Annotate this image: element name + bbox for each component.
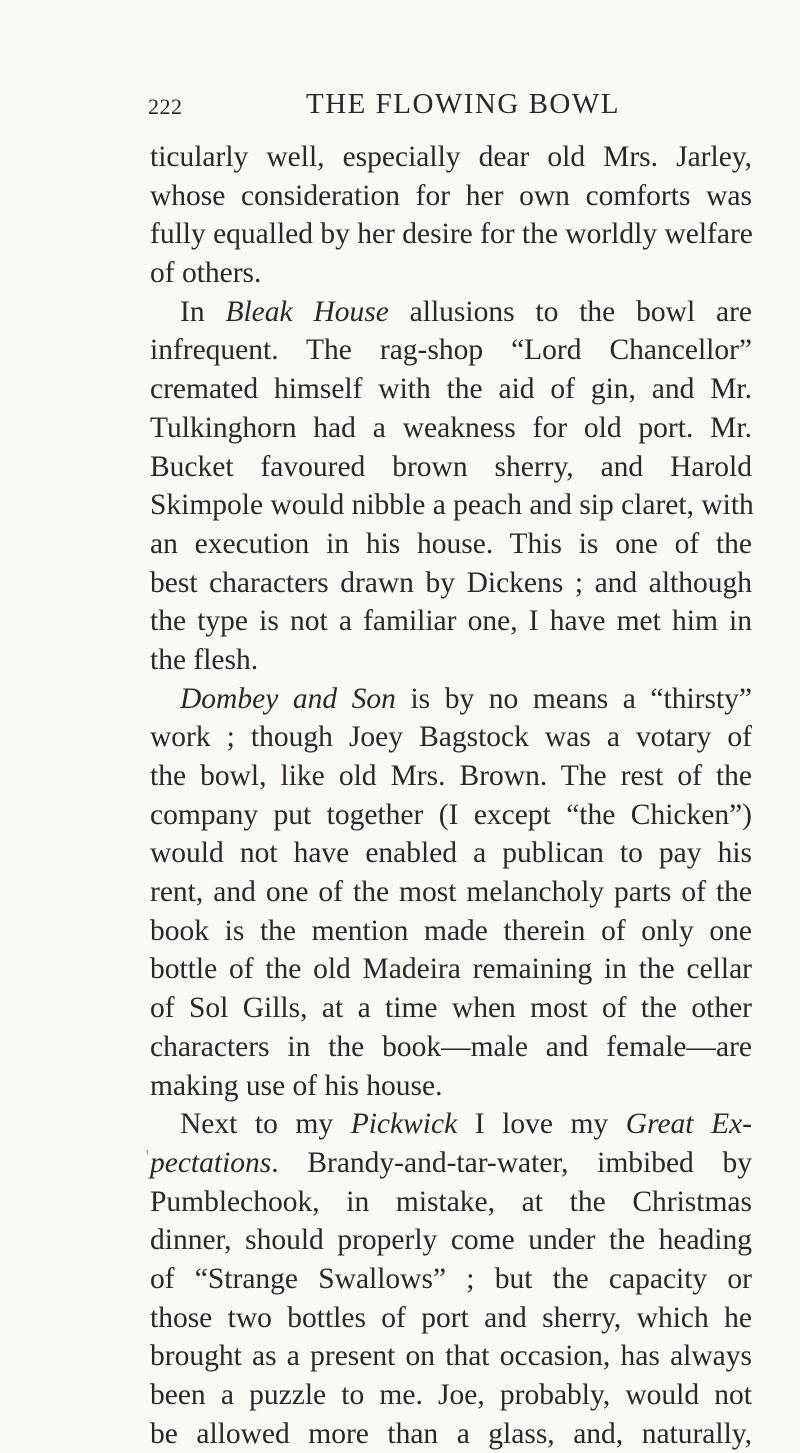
text-line: cremated himself with the aid of gin, and Mr. xyxy=(150,373,752,406)
text-line: infrequent. The rag-shop “Lord Chancellor” xyxy=(150,334,752,367)
text-line: dinner, should properly come under the heading xyxy=(150,1224,752,1257)
text-line: company put together (I except “the Chicken”) xyxy=(150,798,752,831)
body-text xyxy=(150,138,752,1453)
text-line: bottle of the old Madeira remaining in the cellar xyxy=(150,953,752,986)
text-line: characters in the book—male and female—are xyxy=(150,1030,752,1063)
text-line: of others. xyxy=(150,257,262,290)
text-line: Skimpole would nibble a peach and sip claret, with xyxy=(150,489,754,522)
text-line: an execution in his house. This is one of the xyxy=(150,527,752,560)
text-line: In Bleak House allusions to the bowl are xyxy=(180,295,753,328)
text-line: work ; though Joey Bagstock was a votary of xyxy=(150,721,752,754)
text-line: ticularly well, especially dear old Mrs. Jarley, xyxy=(150,141,752,173)
text-line: of Sol Gills, at a time when most of the other xyxy=(150,992,752,1025)
book-title-great-expectations: Great Ex- xyxy=(625,1108,752,1141)
text-line: brought as a present on that occasion, has always xyxy=(150,1340,752,1373)
text-line: Pumblechook, in mistake, at the Christmas xyxy=(150,1185,752,1218)
text-line: the type is not a familiar one, I have met him in xyxy=(150,605,752,638)
text-line: Bucket favoured brown sherry, and Harold xyxy=(150,450,752,483)
page-header xyxy=(148,88,748,128)
text-line: fully equalled by her desire for the worldly welfare xyxy=(150,218,753,251)
running-title: THE FLOWING BOWL xyxy=(306,88,620,120)
book-title-bleak-house: Bleak House xyxy=(225,295,389,328)
book-title-pickwick: Pickwick xyxy=(350,1108,458,1141)
text-line: been a puzzle to me. Joe, probably, would not xyxy=(150,1379,752,1411)
book-title-dombey-and-son: Dombey and Son xyxy=(180,682,396,715)
text-line: those two bottles of port and sherry, which he xyxy=(150,1301,752,1334)
text-line: making use of his house. xyxy=(150,1069,443,1102)
text-line: Next to my Pickwick I love my Great Ex- xyxy=(180,1108,752,1141)
text-line: whose consideration for her own comforts was xyxy=(150,179,752,212)
text-line: rent, and one of the most melancholy parts of the xyxy=(150,876,752,909)
text-line: Tulkinghorn had a weakness for old port. Mr. xyxy=(150,411,752,444)
text-line: of “Strange Swallows” ; but the capacity or xyxy=(150,1262,752,1295)
text-line: the bowl, like old Mrs. Brown. The rest of the xyxy=(150,760,752,792)
text-line: book is the mention made therein of only one xyxy=(150,914,752,947)
text-line: best characters drawn by Dickens ; and although xyxy=(150,566,752,599)
margin-mark: ꞌ xyxy=(146,1148,149,1163)
page-number: 222 xyxy=(148,94,183,119)
text-line: Dombey and Son is by no means a “thirsty” xyxy=(180,682,752,715)
text-line: would not have enabled a publican to pay his xyxy=(150,837,752,870)
text-line: be allowed more than a glass, and, naturally, xyxy=(150,1417,752,1450)
text-line: the flesh. xyxy=(150,643,259,676)
text-line: pectations. Brandy-and-tar-water, imbibed by xyxy=(150,1146,752,1179)
